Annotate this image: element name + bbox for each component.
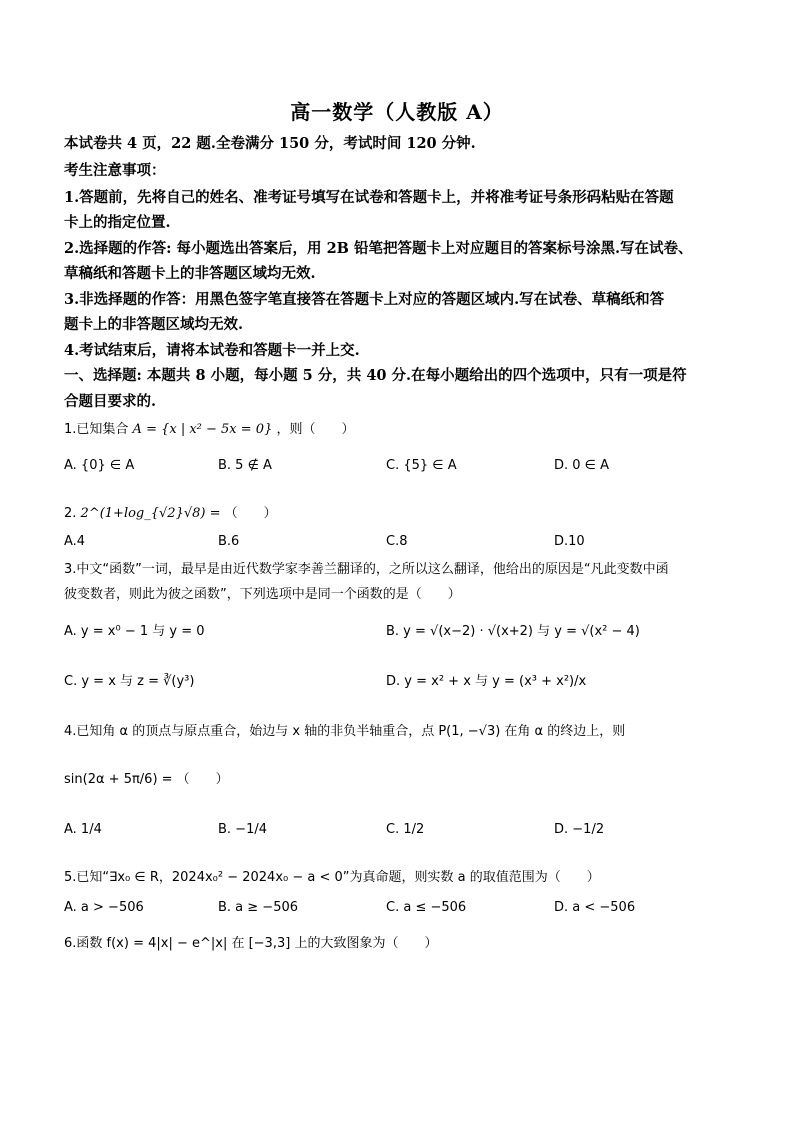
question-1-option-d[interactable]: D. 0 ∈ A <box>554 458 610 473</box>
question-2-math: 2^(1+log_{√2}√8) = <box>80 506 221 521</box>
question-5-option-d[interactable]: D. a < −506 <box>554 900 636 915</box>
question-4-option-b[interactable]: B. −1/4 <box>218 822 267 837</box>
notice-heading: 考生注意事项： <box>64 162 166 179</box>
question-2-option-b[interactable]: B.6 <box>218 534 240 549</box>
question-2-option-d[interactable]: D.10 <box>554 534 585 549</box>
question-5-option-b[interactable]: B. a ≥ −506 <box>218 900 299 915</box>
question-1-option-c[interactable]: C. {5} ∈ A <box>386 458 457 473</box>
question-4-option-a[interactable]: A. 1/4 <box>64 822 102 837</box>
question-3-option-b[interactable]: B. y = √(x−2) · √(x+2) 与 y = √(x² − 4) <box>386 624 640 639</box>
question-2-option-c[interactable]: C.8 <box>386 534 408 549</box>
question-4-option-c[interactable]: C. 1/2 <box>386 822 425 837</box>
notice-line: 卡上的指定位置. <box>64 214 171 231</box>
question-1-stem: 1.已知集合 A = {x | x² − 5x = 0} ，则（ ） <box>64 422 355 437</box>
question-4-stem: 4.已知角 α 的顶点与原点重合，始边与 x 轴的非负半轴重合，点 P(1, −√3) 在角 α 的终边上，则 <box>64 724 626 739</box>
question-1-option-a[interactable]: A. {0} ∈ A <box>64 458 135 473</box>
question-1-math: A = {x | x² − 5x = 0} <box>132 422 273 437</box>
notice-line: 草稿纸和答题卡上的非答题区域均无效. <box>64 265 316 282</box>
question-5-stem: 5.已知“∃x₀ ∈ R，2024x₀² − 2024x₀ − a < 0”为真命题，则实数 a 的取值范围为（ ） <box>64 870 600 885</box>
question-3-option-a[interactable]: A. y = x⁰ − 1 与 y = 0 <box>64 624 205 639</box>
notice-line: 4.考试结束后，请将本试卷和答题卡一并上交. <box>64 342 360 359</box>
notice-line: 3.非选择题的作答：用黑色签字笔直接答在答题卡上对应的答题区域内.写在试卷、草稿纸和答 <box>64 291 665 308</box>
page-title: 高一数学（人教版 A） <box>290 100 504 124</box>
question-3-option-d[interactable]: D. y = x² + x 与 y = (x³ + x²)/x <box>386 674 587 689</box>
question-4-option-d[interactable]: D. −1/2 <box>554 822 605 837</box>
question-1-option-b[interactable]: B. 5 ∉ A <box>218 458 272 473</box>
question-2-option-a[interactable]: A.4 <box>64 534 86 549</box>
notice-line: 题卡上的非答题区域均无效. <box>64 316 244 333</box>
intro-text: 本试卷共 4 页，22 题.全卷满分 150 分，考试时间 120 分钟. <box>64 135 476 152</box>
question-5-option-a[interactable]: A. a > −506 <box>64 900 144 915</box>
question-5-option-c[interactable]: C. a ≤ −506 <box>386 900 467 915</box>
section-heading: 合题目要求的. <box>64 393 157 410</box>
question-6-stem: 6.函数 f(x) = 4|x| − e^|x| 在 [−3,3] 上的大致图象为（ ） <box>64 936 438 951</box>
notice-line: 2.选择题的作答: 每小题选出答案后，用 2B 铅笔把答题卡上对应题目的答案标号涂黑.写在试卷、 <box>64 240 693 257</box>
notice-line: 1.答题前，先将自己的姓名、准考证号填写在试卷和答题卡上，并将准考证号条形码粘贴在答题 <box>64 189 674 206</box>
question-4-stem-expression: sin(2α + 5π/6) = （ ） <box>64 772 229 787</box>
question-3-stem: 彼变数者，则此为彼之函数”，下列选项中是同一个函数的是（ ） <box>64 587 461 602</box>
question-3-stem: 3.中文“函数”一词，最早是由近代数学家李善兰翻译的，之所以这么翻译，他给出的原因是“凡此变数中函 <box>64 562 669 577</box>
question-3-option-c[interactable]: C. y = x 与 z = ∛(y³) <box>64 674 195 689</box>
section-heading: 一、选择题: 本题共 8 小题，每小题 5 分，共 40 分.在每小题给出的四个选项中，只有一项是符 <box>64 367 687 384</box>
question-2-stem: 2. 2^(1+log_{√2}√8) = （ ） <box>64 506 277 521</box>
